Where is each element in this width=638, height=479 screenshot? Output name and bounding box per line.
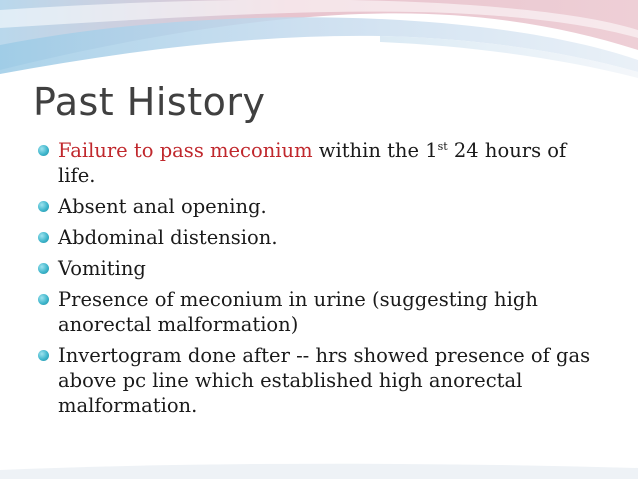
round-bullet-icon [38, 201, 49, 212]
round-bullet-icon [38, 232, 49, 243]
list-item [37, 138, 607, 188]
list-item [37, 256, 607, 281]
round-bullet-icon [38, 263, 49, 274]
superscript: st [437, 140, 448, 153]
round-bullet-icon [38, 145, 49, 156]
list-item-text: Vomiting [58, 257, 146, 280]
list-item-text: Invertogram done after -- hrs showed presence of gas above pc line which established high anorectal malformation. [58, 344, 591, 417]
highlighted-text: Failure to pass meconium [58, 139, 313, 162]
list-item-text: Absent anal opening. [58, 195, 267, 218]
list-item-text: 24 hours of life. [58, 139, 567, 187]
slide-title: Past History [33, 80, 266, 124]
list-item [37, 287, 607, 337]
list-item [37, 225, 607, 250]
list-item-text: Presence of meconium in urine (suggesting high anorectal malformation) [58, 288, 538, 336]
list-item-text: Abdominal distension. [58, 226, 278, 249]
list-item [37, 194, 607, 219]
round-bullet-icon [38, 350, 49, 361]
list-item-text: within the 1 [312, 139, 438, 162]
round-bullet-icon [38, 294, 49, 305]
bullet-list [37, 138, 607, 424]
list-item [37, 343, 607, 418]
